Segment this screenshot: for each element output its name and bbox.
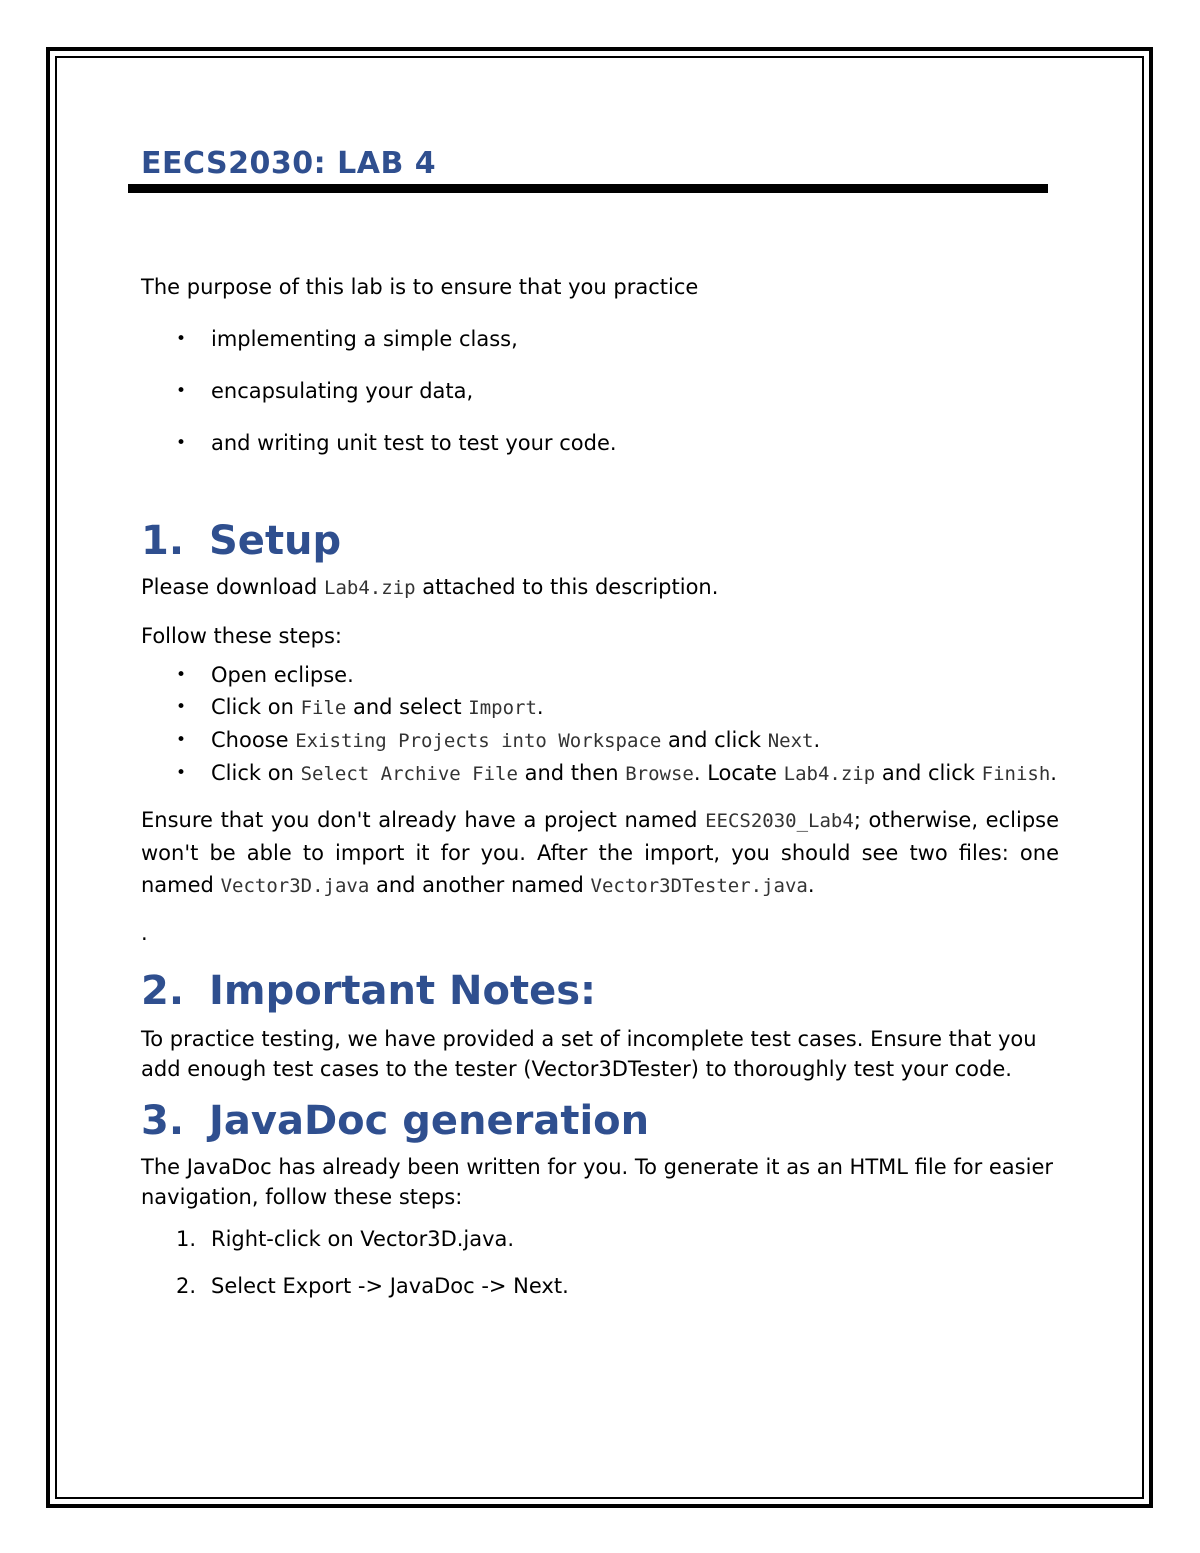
section-heading-javadoc: 3. JavaDoc generation bbox=[141, 1098, 650, 1144]
notes-text: To practice testing, we have provided a set of incomplete test cases. Ensure that you add enough test cases to the tester (Vector3DTester) to thoroughly test your code. bbox=[141, 1027, 1037, 1081]
list-item: • Choose Existing Projects into Workspace and click Next. bbox=[141, 724, 1059, 757]
download-text: Please download Lab4.zip attached to this description. bbox=[141, 575, 719, 599]
setup-steps bbox=[141, 659, 1059, 790]
bullet-icon: • bbox=[176, 433, 187, 453]
list-item: • encapsulating your data, bbox=[141, 376, 1059, 406]
javadoc-steps bbox=[141, 1224, 1059, 1301]
bullet-icon: • bbox=[176, 329, 187, 349]
file-name: Lab4.zip bbox=[324, 577, 416, 599]
javadoc-text: The JavaDoc has already been written for you. To generate it as an HTML file for easier navigation, follow these steps: bbox=[141, 1155, 1053, 1209]
bullet-icon: • bbox=[176, 665, 187, 685]
intro-text: The purpose of this lab is to ensure that you practice bbox=[141, 275, 699, 299]
stray-dot: . bbox=[141, 921, 148, 945]
intro-list bbox=[141, 324, 1059, 458]
section-heading-notes: 2. Important Notes: bbox=[141, 968, 597, 1014]
bullet-icon: • bbox=[176, 697, 187, 717]
list-item: 1. Right-click on Vector3D.java. bbox=[176, 1227, 515, 1251]
ensure-text: Ensure that you don't already have a project named EECS2030_Lab4; otherwise, eclipse won't be able to import it for you. After the import, you should see two files: one named Vector3D.java and another named Vector3DTester.java. bbox=[141, 808, 1060, 897]
title-block bbox=[141, 146, 1059, 182]
title-underline bbox=[128, 184, 1048, 193]
bullet-icon: • bbox=[176, 763, 187, 783]
list-item: • Click on File and select Import. bbox=[141, 691, 1059, 724]
list-item: • and writing unit test to test your code. bbox=[141, 428, 1059, 458]
page-title: EECS2030: LAB 4 bbox=[141, 146, 437, 181]
section-heading-setup: 1. Setup bbox=[141, 518, 342, 564]
bullet-icon: • bbox=[176, 381, 187, 401]
document-body bbox=[141, 146, 1059, 1318]
list-item: 2. Select Export -> JavaDoc -> Next. bbox=[176, 1274, 569, 1298]
follow-text: Follow these steps: bbox=[141, 624, 342, 648]
bullet-icon: • bbox=[176, 730, 187, 750]
list-item: • Open eclipse. bbox=[141, 659, 1059, 691]
list-item: • implementing a simple class, bbox=[141, 324, 1059, 354]
list-item: • Click on Select Archive File and then Browse. Locate Lab4.zip and click Finish. bbox=[141, 757, 1059, 790]
